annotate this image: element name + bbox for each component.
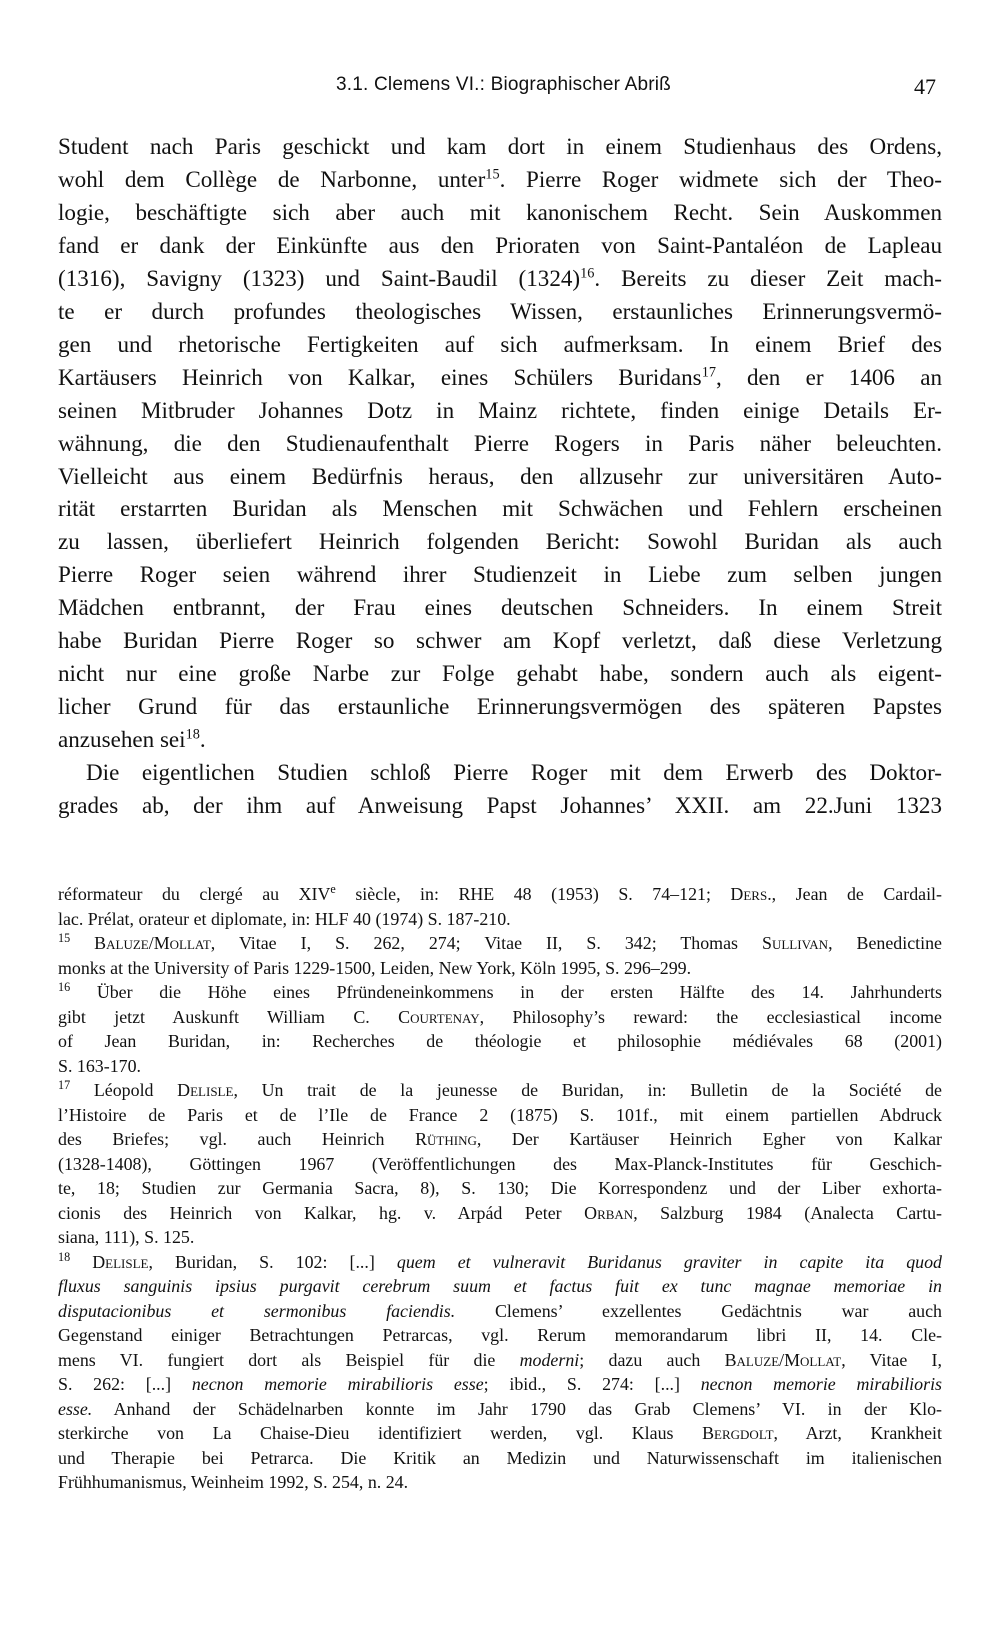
footnote-line: (1328-1408), Göttingen 1967 (Veröffentlichungen des Max-Planck-Institutes für Geschich- (58, 1153, 942, 1174)
footnote-line: lac. Prélat, orateur et diplomate, in: HLF 40 (1974) S. 187-210. (58, 908, 511, 929)
body-line: Die eigentlichen Studien schloß Pierre Roger mit dem Erwerb des Doktor- (86, 759, 942, 786)
footnote-line: $^{17}$ Léopold Delisle, Un trait de la jeunesse de Buridan, in: Bulletin de la Société de (58, 1078, 942, 1100)
footnote-line: Frühhumanismus, Weinheim 1992, S. 254, n. 24. (58, 1472, 409, 1492)
footnote-line: S. 163-170. (58, 1055, 141, 1076)
footnote-line: $^{15}$ Baluze/Mollat, Vitae I, S. 262, 274; Vitae II, S. 342; Thomas Sullivan, Benedictine (58, 931, 942, 953)
footnote-line: te, 18; Studien zur Germania Sacra, 8), S. 130; Die Korrespondenz und der Liber exhorta- (58, 1178, 942, 1198)
footnote-line: $^{16}$ Über die Höhe eines Pfründeneinkommens in der ersten Hälfte des 14. Jahrhunderts (58, 980, 942, 1002)
body-line: licher Grund für das erstaunliche Erinnerungsvermögen des späteren Papstes (58, 693, 942, 720)
body-line: Student nach Paris geschickt und kam dort in einem Studienhaus des Ordens, (58, 133, 942, 159)
footnote-line: disputacionibus et sermonibus faciendis. Clemens’ exzellentes Gedächtnis war auch (58, 1300, 942, 1321)
footnote-line: und Therapie bei Petrarca. Die Kritik an Medizin und Naturwissenschaft im italienischen (58, 1447, 942, 1468)
footnote-line: Gegenstand einiger Betrachtungen Petrarcas, vgl. Rerum memorandarum libri II, 14. Cle- (58, 1325, 942, 1345)
footnote-line: réformateur du clergé au XIVe siècle, in: RHE 48 (1953) S. 74–121; Ders., Jean de Cardail- (58, 882, 942, 904)
body-line: grades ab, der ihm auf Anweisung Papst Johannes’ XXII. am 22.Juni 1323 (58, 792, 942, 819)
footnote-line: monks at the University of Paris 1229-1500, Leiden, New York, Köln 1995, S. 296–299. (58, 957, 692, 978)
footnote-line: siana, 111), S. 125. (58, 1227, 195, 1247)
footnote-line: fluxus sanguinis ipsius purgavit cerebrum suum et factus fuit ex tunc magnae memoriae in (58, 1276, 942, 1296)
body-line: Mädchen entbrannt, der Frau eines deutschen Schneiders. In einem Streit (58, 594, 942, 621)
body-line: nicht nur eine große Narbe zur Folge gehabt habe, sondern auch als eigent- (58, 660, 942, 687)
footnote-line: cionis des Heinrich von Kalkar, hg. v. Arpád Peter Orban, Salzburg 1984 (Analecta Cartu- (58, 1202, 942, 1223)
body-line: Vielleicht aus einem Bedürfnis heraus, den allzusehr zur universitären Auto- (58, 462, 942, 489)
body-line: zu lassen, überliefert Heinrich folgenden Bericht: Sowohl Buridan als auch (58, 528, 942, 555)
body-line: Pierre Roger seien während ihrer Studienzeit in Liebe zum selben jungen (58, 561, 942, 588)
body-line: logie, beschäftigte sich aber auch mit kanonischem Recht. Sein Auskommen (58, 198, 942, 225)
running-head (63, 74, 936, 114)
body-line: (1316), Savigny (1323) und Saint-Baudil $(1324)^{16}$. Bereits zu dieser Zeit mach- (58, 264, 942, 291)
footnote-line: sterkirche von La Chaise-Dieu identifiziert werden, vgl. Klaus Bergdolt, Arzt, Krankheit (58, 1423, 942, 1443)
body-line: te er durch profundes theologisches Wissen, erstaunliches Erinnerungsvermö- (58, 297, 942, 324)
footnote-line: S. 262: [...] necnon memorie mirabilioris esse; ibid., S. 274: [...] necnon memorie mirabilioris (58, 1374, 942, 1394)
running-title: 3.1. Clemens VI.: Biographischer Abriß (336, 74, 671, 95)
body-line: seinen Mitbruder Johannes Dotz in Mainz richtete, finden einige Details Er- (58, 396, 942, 423)
body-line: fand er dank der Einkünfte aus den Prioraten von Saint-Pantaléon de Lapleau (58, 231, 942, 258)
footnote-line: gibt jetzt Auskunft William C. Courtenay, Philosophy’s reward: the ecclesiastical income (58, 1006, 942, 1027)
footnote-line: of Jean Buridan, in: Recherches de théologie et philosophie médiévales 68 (2001) (58, 1031, 942, 1051)
page-number: 47 (914, 74, 936, 99)
footnote-line: l’Histoire de Paris et de l’Ile de France 2 (1875) S. 101f., mit einem partiellen Abdruck (58, 1104, 942, 1125)
body-line: habe Buridan Pierre Roger so schwer am Kopf verletzt, daß diese Verletzung (58, 627, 942, 654)
body-line: wohl dem Collège de Narbonne, unter$^{15}$. Pierre Roger widmete sich der Theo- (58, 165, 942, 192)
body-line: Kartäusers Heinrich von Kalkar, eines Schülers Buridans$^{17}$, den er 1406 an (58, 363, 943, 390)
body-line: wähnung, die den Studienaufenthalt Pierre Rogers in Paris näher beleuchten. (58, 429, 942, 456)
body-line: anzusehen sei$^{18}$. (58, 726, 206, 753)
footnote-line: $^{18}$ Delisle, Buridan, S. 102: [...] quem et vulneravit Buridanus graviter in capite ita quod (58, 1249, 942, 1272)
footnote-line: des Briefes; vgl. auch Heinrich Rüthing, Der Kartäuser Heinrich Egher von Kalkar (58, 1129, 942, 1149)
footnote-line: esse. Anhand der Schädelnarben konnte im Jahr 1790 das Grab Clemens’ VI. in der Klo- (58, 1398, 942, 1419)
footnotes (58, 882, 942, 1495)
footnote-line: mens VI. fungiert dort als Beispiel für die moderni; dazu auch Baluze/Mollat, Vitae I, (58, 1349, 942, 1370)
body-line: rität erstarrten Buridan als Menschen mit Schwächen und Fehlern erscheinen (58, 495, 942, 522)
body-text (58, 130, 942, 822)
body-line: gen und rhetorische Fertigkeiten auf sich aufmerksam. In einem Brief des (58, 330, 942, 357)
